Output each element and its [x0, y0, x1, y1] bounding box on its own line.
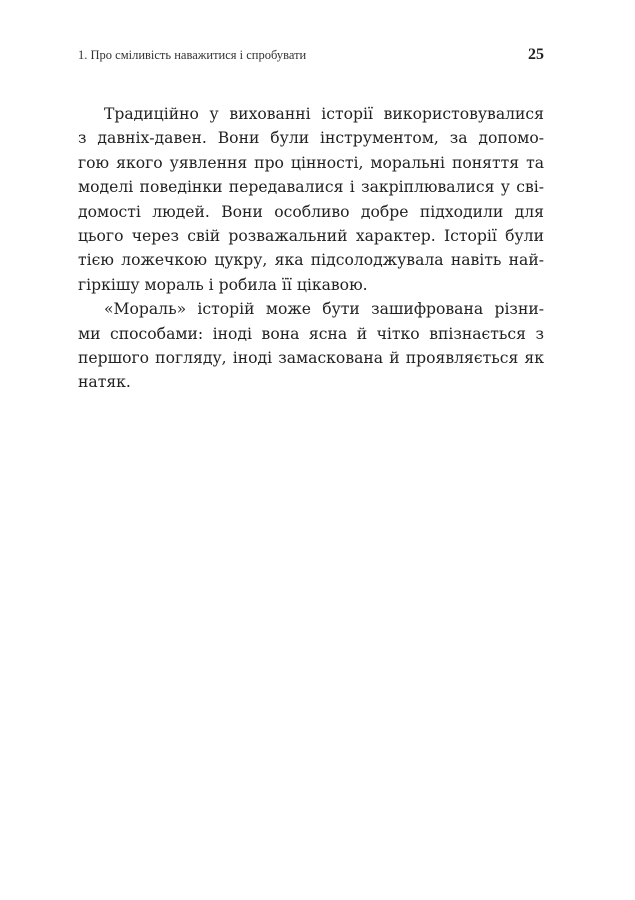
- paragraph-2: [78, 297, 544, 395]
- page-number: 25: [528, 46, 544, 63]
- text-line: гою якого уявлення про цінності, моральні поняття та: [78, 153, 544, 172]
- text-line: ми способами: іноді вона ясна й чітко впізнається з: [78, 324, 544, 343]
- text-line: домості людей. Вони особливо добре підходили для: [78, 202, 544, 221]
- text-line: гіркішу мораль і робила її цікавою.: [78, 275, 368, 294]
- text-line: тією ложечкою цукру, яка підсолоджувала навіть най-: [78, 251, 544, 270]
- text-line: першого погляду, іноді замаскована й проявляється як: [78, 348, 544, 367]
- running-title: 1. Про сміливість наважитися і спробувати: [78, 48, 307, 62]
- text-line: з давніх-давен. Вони були інструментом, за допомо-: [78, 129, 544, 148]
- text-line: «Мораль» історій може бути зашифрована різни-: [104, 300, 544, 319]
- text-line: натяк.: [78, 373, 131, 392]
- running-head: [78, 46, 544, 66]
- paragraph-1: [78, 102, 544, 297]
- text-line: Традиційно у вихованні історії використовувалися: [104, 105, 544, 123]
- body-text: [78, 102, 544, 395]
- text-line: цього через свій розважальний характер. Історії були: [78, 226, 544, 245]
- text-line: моделі поведінки передавалися і закріплювалися у сві-: [78, 178, 544, 197]
